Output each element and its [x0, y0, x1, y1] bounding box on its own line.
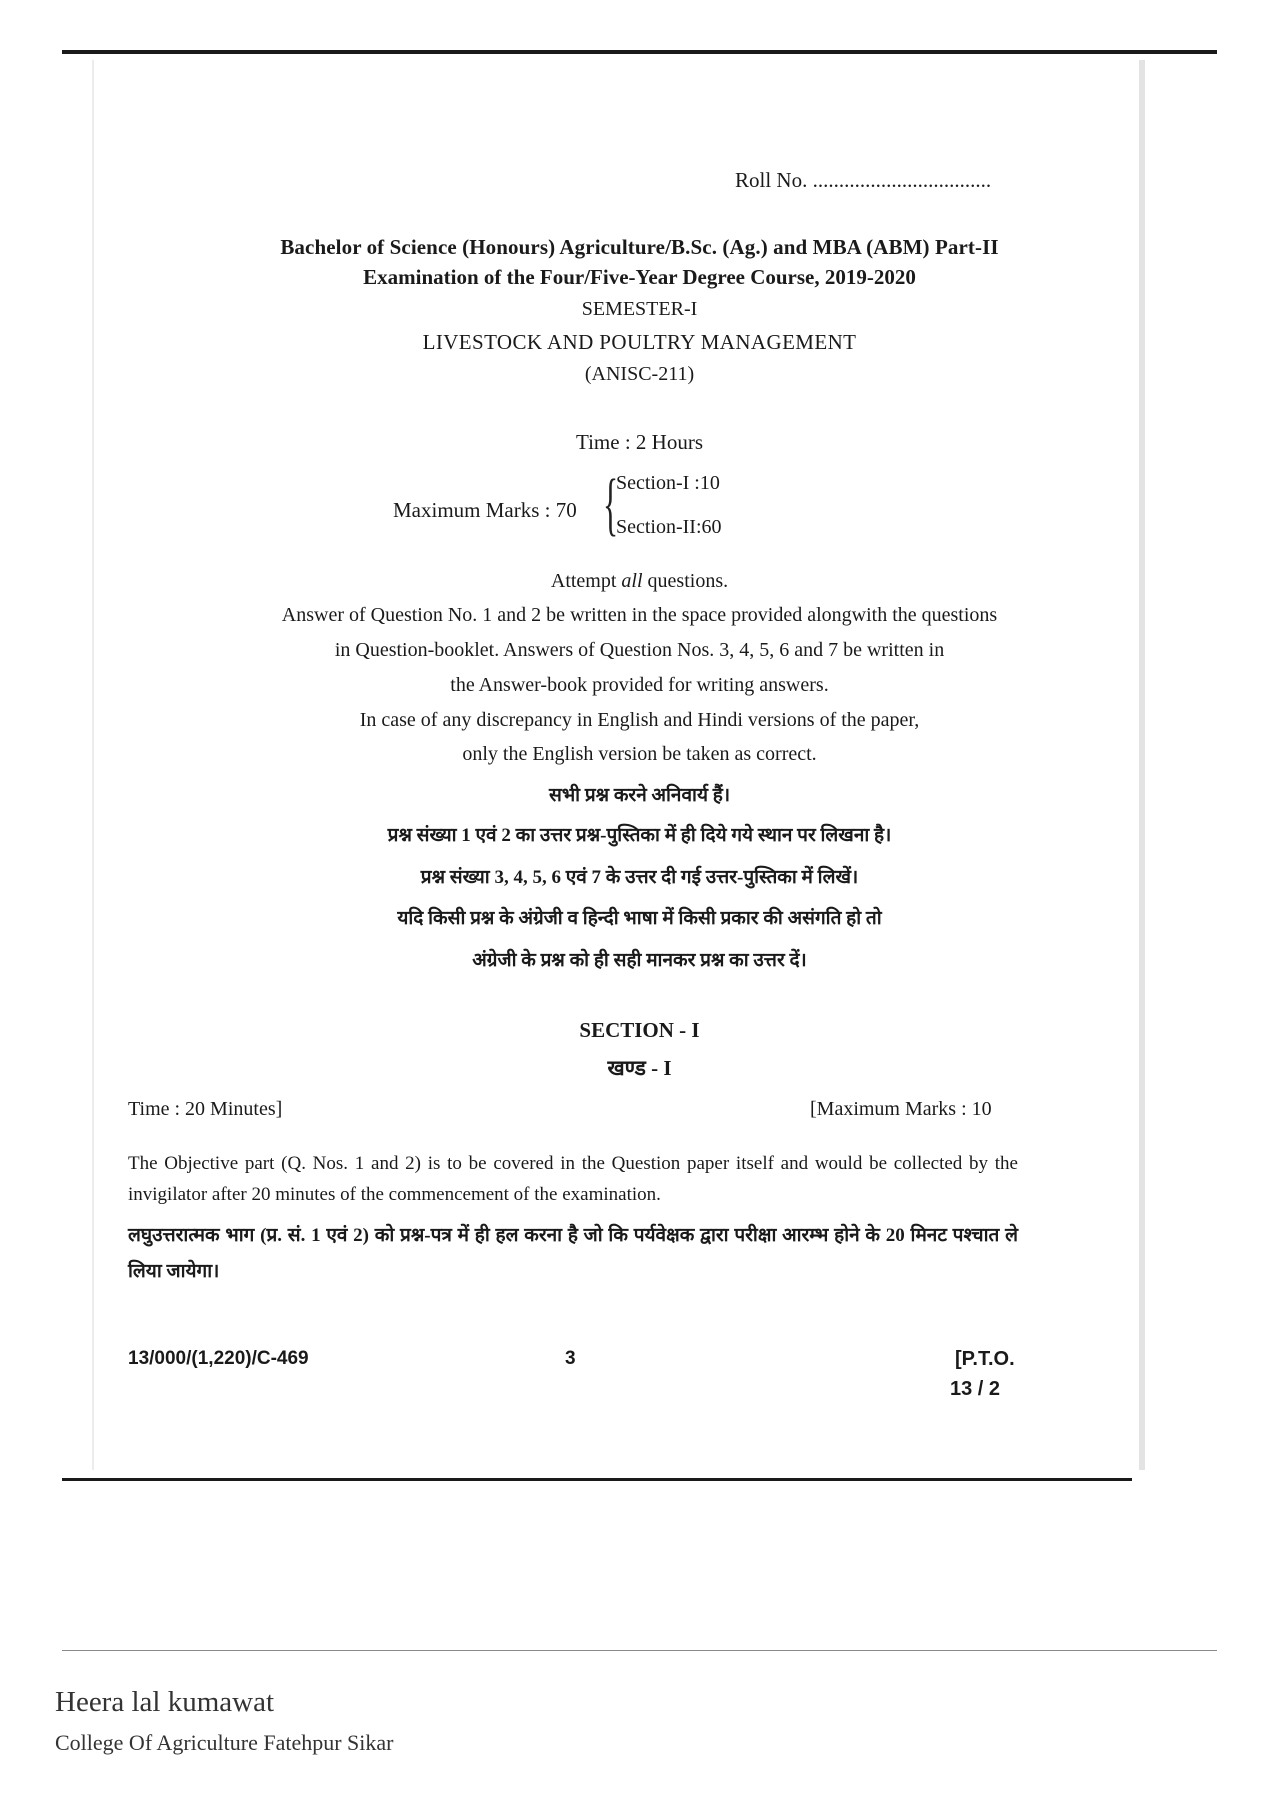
instruction-line: only the English version be taken as correct. [462, 743, 817, 765]
college-name: College Of Agriculture Fatehpur Sikar [55, 1730, 394, 1755]
brace-icon: { [603, 466, 619, 543]
footer-divider [62, 1650, 1217, 1651]
page-number: 3 [565, 1348, 576, 1369]
hindi-instruction: प्रश्न संख्या 1 एवं 2 का उत्तर प्रश्न-पुस्तिका में ही दिये गये स्थान पर लिखना है। [387, 825, 892, 846]
instruction-line: the Answer-book provided for writing answers. [450, 674, 829, 696]
instruction-attempt-all: Attempt all questions. [550, 570, 729, 592]
course-code: (ANISC-211) [584, 363, 695, 385]
instruction-line: In case of any discrepancy in English and Hindi versions of the paper, [359, 709, 920, 731]
top-rule [62, 50, 1217, 54]
exam-title: Examination of the Four/Five-Year Degree Course, 2019-2020 [363, 265, 916, 289]
section-max-marks: [Maximum Marks : 10 [810, 1098, 992, 1120]
set-number: 13 / 2 [950, 1378, 1001, 1400]
hindi-instruction: यदि किसी प्रश्न के अंग्रेजी व हिन्दी भाषा में किसी प्रकार की असंगति हो तो [397, 908, 882, 929]
section2-marks: Section-II:60 [616, 516, 722, 538]
author-name: Heera lal kumawat [55, 1686, 275, 1718]
semester: SEMESTER-I [581, 298, 698, 320]
degree-title: Bachelor of Science (Honours) Agriculture/B.Sc. (Ag.) and MBA (ABM) Part-II [280, 235, 999, 259]
subject-title: LIVESTOCK AND POULTRY MANAGEMENT [422, 330, 857, 354]
instruction-line: in Question-booklet. Answers of Question Nos. 3, 4, 5, 6 and 7 be written in [334, 639, 945, 661]
section-title-hindi: खण्ड - I [607, 1056, 672, 1080]
instruction-line: Answer of Question No. 1 and 2 be written in the space provided alongwith the questions [281, 604, 998, 626]
objective-paragraph: The Objective part (Q. Nos. 1 and 2) is to be covered in the Question paper itself and would be collected by the invigilator after 20 minutes of the commencement of the examination. [128, 1153, 1018, 1205]
section1-marks: Section-I :10 [616, 472, 720, 494]
objective-paragraph-hindi: लघुउत्तरात्मक भाग (प्र. सं. 1 एवं 2) को प्रश्न-पत्र में ही हल करना है जो कि पर्यवेक्षक द्वारा परीक्षा आरम्भ होने के 20 मिनट पश्चात ले लिया जायेगा। [128, 1225, 1018, 1282]
exam-time: Time : 2 Hours [576, 430, 703, 454]
maximum-marks: Maximum Marks : 70 [393, 498, 577, 522]
section-time: Time : 20 Minutes] [128, 1098, 283, 1120]
hindi-instruction: प्रश्न संख्या 3, 4, 5, 6 एवं 7 के उत्तर दी गई उत्तर-पुस्तिका में लिखें। [420, 867, 859, 888]
hindi-instruction: अंग्रेजी के प्रश्न को ही सही मानकर प्रश्न का उत्तर दें। [472, 950, 807, 971]
roll-number: Roll No. .................................. [735, 168, 992, 192]
bottom-rule [62, 1478, 1132, 1481]
hindi-instruction: सभी प्रश्न करने अनिवार्य हैं। [548, 785, 731, 806]
pto-label: [P.T.O. [955, 1348, 1015, 1370]
paper-code: 13/000/(1,220)/C-469 [128, 1348, 309, 1369]
section-title: SECTION - I [579, 1018, 700, 1042]
